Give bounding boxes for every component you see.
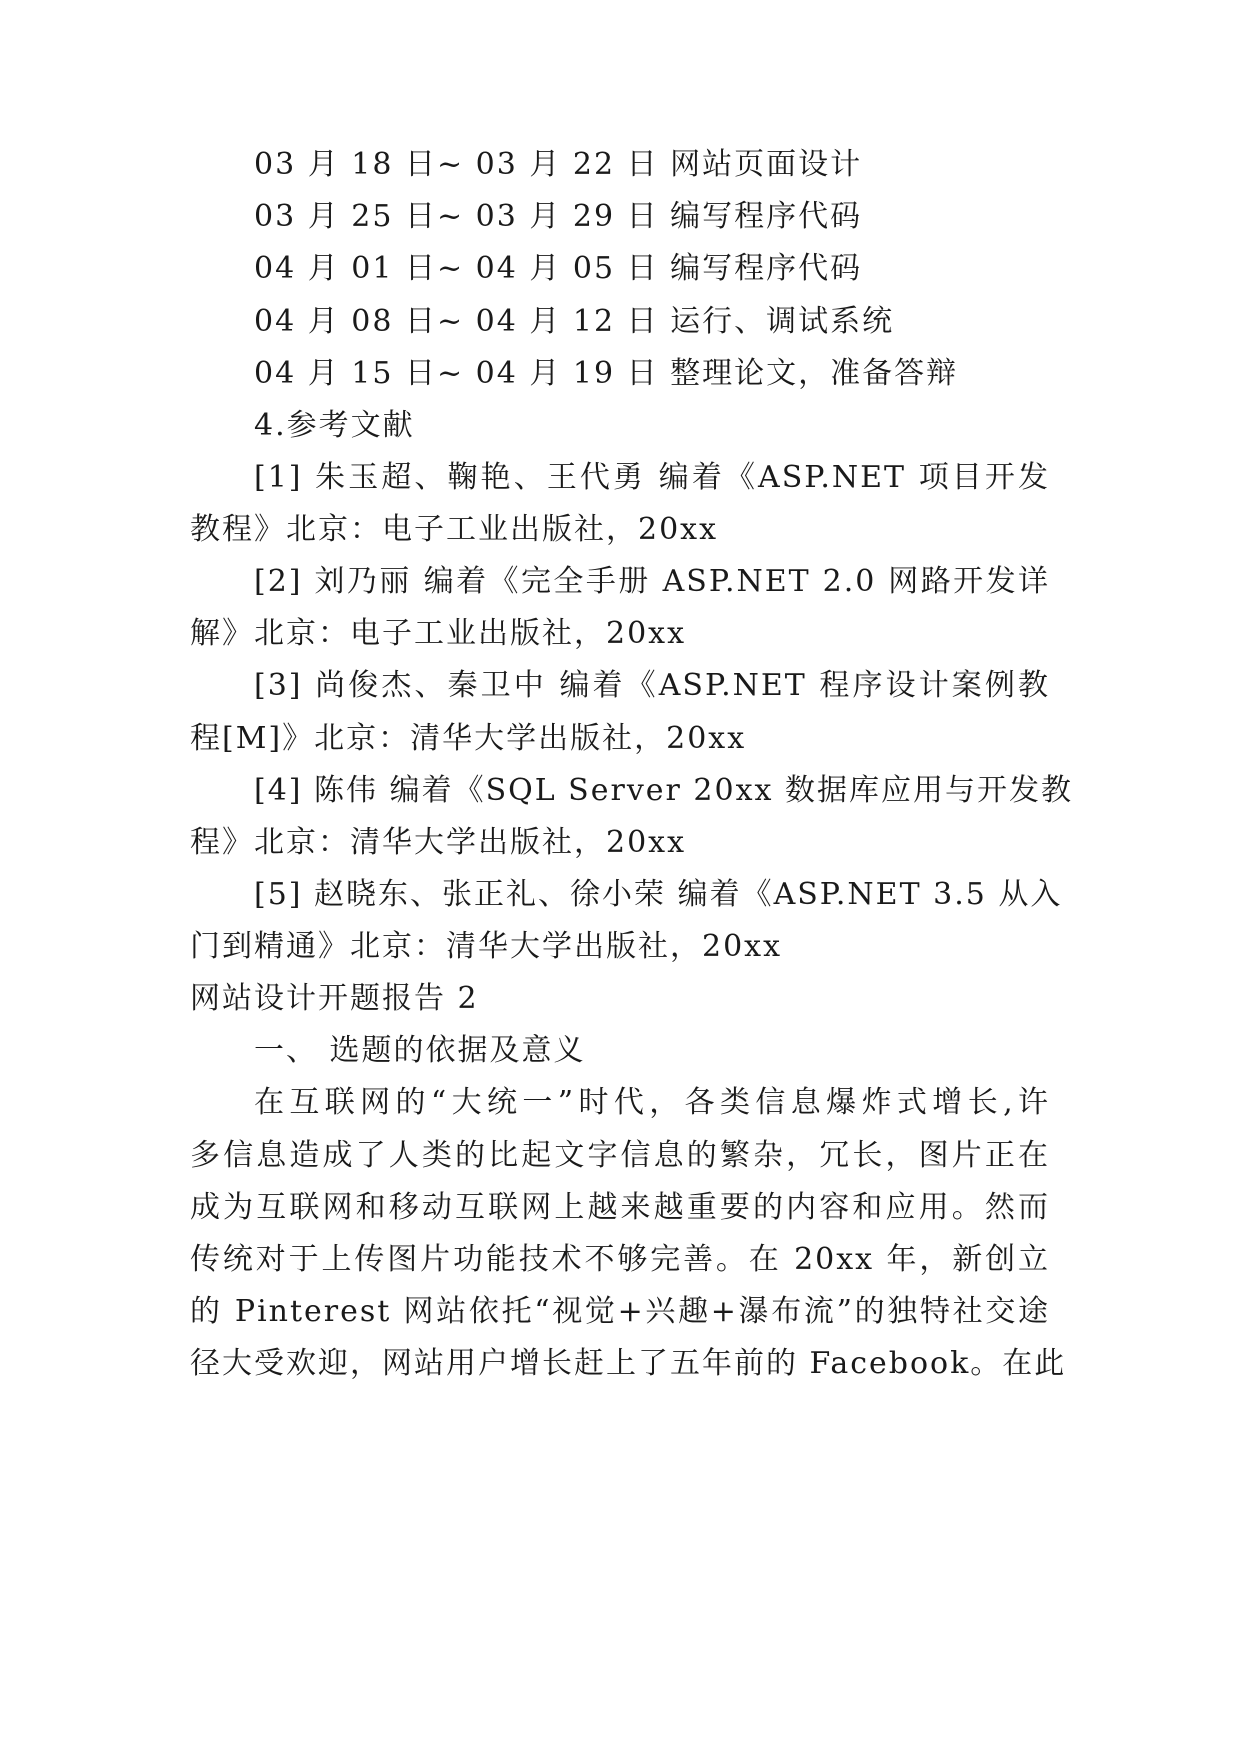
- schedule-line: 03 月 18 日~ 03 月 22 日 网站页面设计: [254, 147, 863, 182]
- reference-line: 门到精通》北京：清华大学出版社，20xx: [190, 929, 783, 964]
- paragraph-line: 成为互联网和移动互联网上越来越重要的内容和应用。然而: [190, 1190, 1050, 1225]
- schedule-line: 03 月 25 日~ 03 月 29 日 编写程序代码: [254, 199, 863, 234]
- schedule-line: 04 月 01 日~ 04 月 05 日 编写程序代码: [254, 251, 863, 286]
- reference-line: [3] 尚俊杰、秦卫中 编着《ASP.NET 程序设计案例教: [254, 668, 1050, 703]
- reference-line: [1] 朱玉超、鞠艳、王代勇 编着《ASP.NET 项目开发: [254, 460, 1050, 495]
- reference-line: 程》北京：清华大学出版社，20xx: [190, 825, 687, 860]
- reference-line: 解》北京：电子工业出版社，20xx: [190, 616, 687, 651]
- paragraph-line: 多信息造成了人类的比起文字信息的繁杂，冗长，图片正在: [190, 1138, 1050, 1173]
- report-title: 网站设计开题报告 2: [190, 981, 479, 1016]
- paragraph-line: 在互联网的“大统一”时代，各类信息爆炸式增长,许: [254, 1085, 1050, 1120]
- references-heading: 4.参考文献: [254, 408, 415, 443]
- paragraph-line: 的 Pinterest 网站依托“视觉+兴趣+瀑布流”的独特社交途: [190, 1294, 1050, 1329]
- paragraph-line: 传统对于上传图片功能技术不够完善。在 20xx 年，新创立: [190, 1242, 1050, 1277]
- reference-line: [4] 陈伟 编着《SQL Server 20xx 数据库应用与开发教: [254, 773, 1073, 808]
- reference-line: [2] 刘乃丽 编着《完全手册 ASP.NET 2.0 网路开发详: [254, 564, 1050, 599]
- schedule-line: 04 月 08 日~ 04 月 12 日 运行、调试系统: [254, 304, 895, 339]
- paragraph-line: 径大受欢迎，网站用户增长赶上了五年前的 Facebook。在此: [190, 1346, 1067, 1381]
- section-heading: 一、 选题的依据及意义: [254, 1033, 586, 1068]
- reference-line: 程[M]》北京：清华大学出版社，20xx: [190, 721, 747, 756]
- reference-line: 教程》北京：电子工业出版社，20xx: [190, 512, 719, 547]
- reference-line: [5] 赵晓东、张正礼、徐小荣 编着《ASP.NET 3.5 从入: [254, 877, 1063, 912]
- schedule-line: 04 月 15 日~ 04 月 19 日 整理论文，准备答辩: [254, 356, 959, 391]
